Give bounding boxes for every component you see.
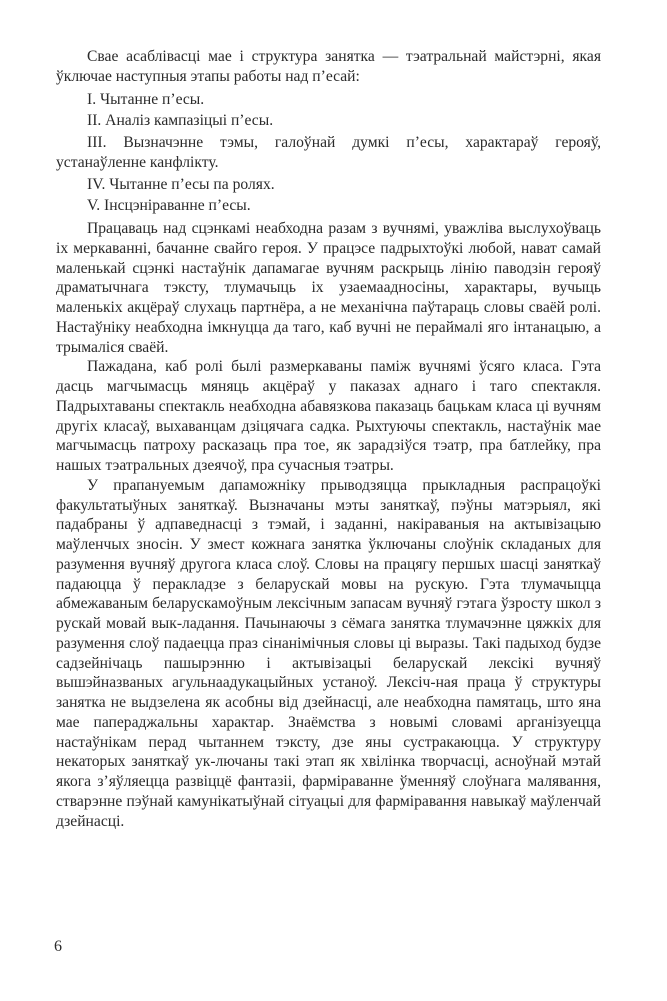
body-paragraph: Працаваць над сцэнкамі неабходна разам з вучнямі, уважліва выслухоўваць іх меркаванні, бачанне свайго героя. У працэсе падрыхтоўкі любой, нават самай маленькай сцэнкі настаўнік дапамагае вучням раскрыць лінію паводзін герояў драматычнага тэксту, тлумачыць іх узаемаадносіны, характары, вучыць маленькіх акцёраў слухаць партнёра, а не механічна паўтараць словы сваёй ролі. Настаўніку неабходна імкнуцца да таго, каб вучні не пераймалі яго інтанацыю, а трымаліся сваёй. bbox=[56, 220, 601, 356]
stages-list bbox=[56, 90, 601, 217]
stage-item: III. Вызначэнне тэмы, галоўнай думкі п’есы, характараў герояў, устанаўленне канфлікту. bbox=[56, 134, 601, 171]
intro-paragraph: Свае асаблівасці мае і структура занятка — тэатральнай майстэрні, якая ўключае наступныя этапы работы над п’есай: bbox=[56, 48, 601, 85]
page-number: 6 bbox=[54, 938, 62, 955]
body-paragraph: Пажадана, каб ролі былі размеркаваны паміж вучнямі ўсяго класа. Гэта дасць магчымасць мяняць акцёраў у паказах аднаго і таго спектакля. Падрыхтаваны спектакль неабходна абавязкова паказаць бацькам класа ці вучням другіх класаў, выхаванцам дзіцячага садка. Рыхтуючы спектакль, настаўнік мае магчымасць патроху расказаць пра тое, як зарадзіўся тэатр, пра батлейку, пра нашых тэатральных дзеячоў, пра сучасныя тэатры. bbox=[56, 358, 601, 474]
body-paragraph: У прапануемым дапаможніку прыводзяцца прыкладныя распрацоўкі факультатыўных заняткаў. Вызначаны мэты заняткаў, пэўны матэрыял, які падабраны ў адпаведнасці з тэмай, і заданні, накіраваныя на актывізацыю маўленчых зносін. У змест кожнага занятка ўключаны слоўнік складаных для разумення вучняў другога класа слоў. Словы на працягу першых шасці заняткаў падаюцца ў перакладзе з беларускай мовы на рускую. Гэта тлумачыцца абмежаваным беларускамоўным лексічным запасам вучняў гэтага ўзросту школ з рускай мовай вык-ладання. Пачынаючы з сёмага занятка тлумачэнне цяжкіх для разумення слоў падаецца праз сінанімічныя словы ці выразы. Такі падыход будзе садзейнічаць пашырэнню і актывізацыі беларускай лексікі вучняў вышэйназваных агульнаадукацыйных устаноў. Лексіч-ная праца ў структуры занятка не выдзелена як асобны від дзейнасці, але неабходна памятаць, што яна мае папераджальны характар. Знаёмства з новымі словамі арганізуецца настаўнікам перад чытаннем тэксту, дзе яны сустракаюцца. У структуру некаторых заняткаў ук-лючаны такі этап як хвілінка творчасці, асноўнай мэтай якога з’яўляецца развіццё фантазіі, фарміраванне ўменняў слоўнага малявання, стварэнне пэўнай камунікатыўнай сітуацыі для фарміравання навыкаў маўленчай дзейнасці. bbox=[56, 476, 601, 830]
stage-item: II. Аналіз кампазіцыі п’есы. bbox=[87, 112, 274, 130]
stage-item: I. Чытанне п’есы. bbox=[87, 90, 205, 108]
stage-item: IV. Чытанне п’есы па ролях. bbox=[87, 175, 275, 193]
page-body bbox=[56, 47, 601, 831]
stage-item: V. Інсцэніраванне п’есы. bbox=[87, 197, 251, 215]
